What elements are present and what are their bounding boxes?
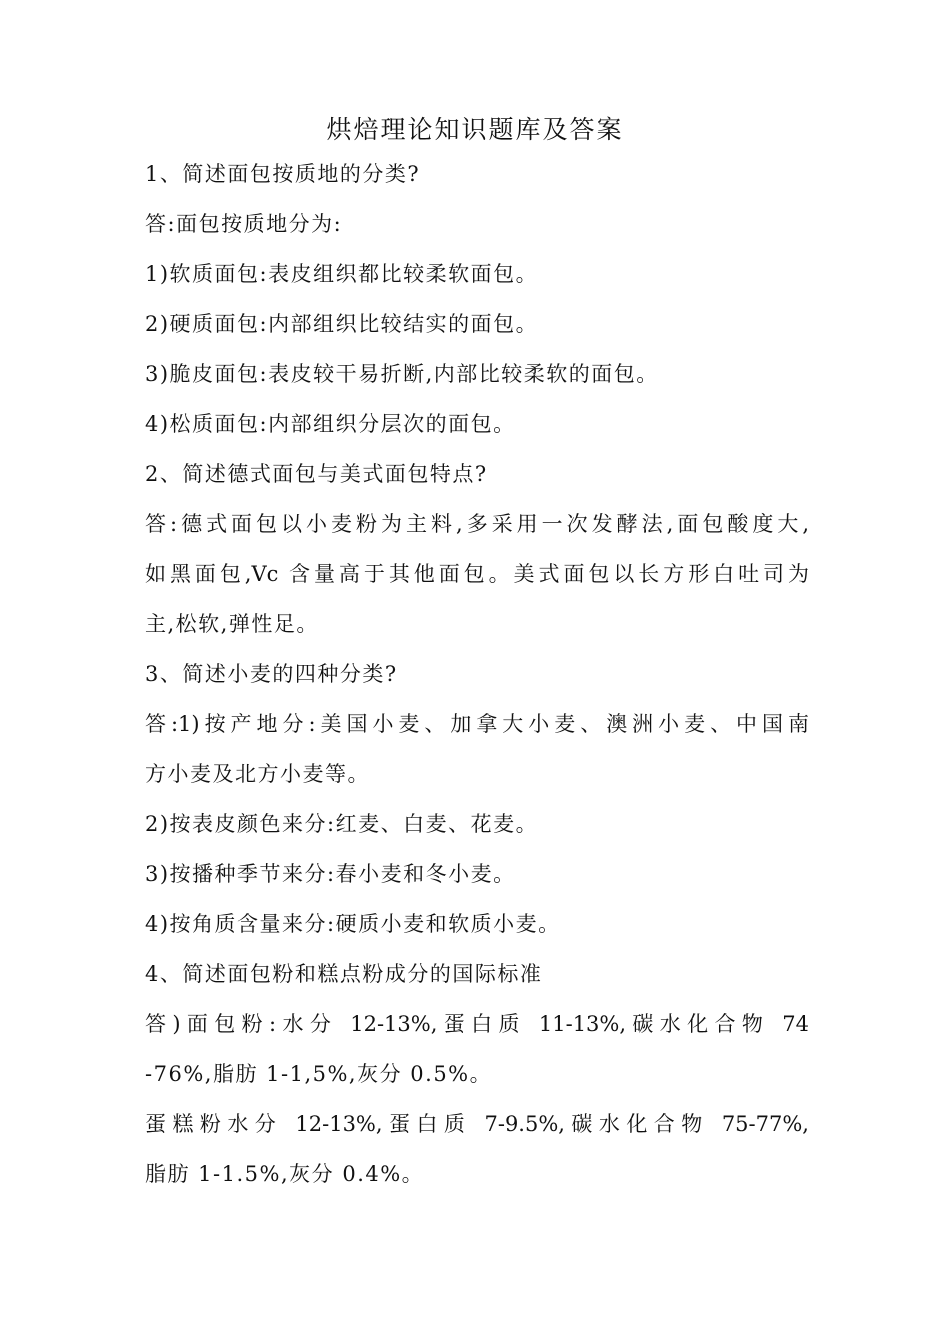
answer-1-item-2: 2)硬质面包:内部组织比较结实的面包。 <box>145 312 539 336</box>
answer-3-item-3: 3)按播种季节来分:春小麦和冬小麦。 <box>145 862 516 886</box>
answer-1-item-3: 3)脆皮面包:表皮较干易折断,内部比较柔软的面包。 <box>145 362 659 386</box>
answer-4-line-2: -76%,脂肪 1-1,5%,灰分 0.5%。 <box>145 1062 493 1086</box>
document-body <box>145 162 809 1212</box>
answer-3-line-1: 答:1)按产地分:美国小麦、加拿大小麦、澳洲小麦、中国南 <box>145 712 809 736</box>
answer-2-line-1: 答:德式面包以小麦粉为主料,多采用一次发酵法,面包酸度大, <box>145 512 809 536</box>
question-2: 2、简述德式面包与美式面包特点? <box>145 462 488 486</box>
answer-2-line-2: 如黑面包,Vc 含量高于其他面包。美式面包以长方形白吐司为 <box>145 562 809 586</box>
answer-4-line-1: 答)面包粉:水分 12-13%,蛋白质 11-13%,碳水化合物 74 <box>145 1012 809 1036</box>
answer-3-item-2: 2)按表皮颜色来分:红麦、白麦、花麦。 <box>145 812 539 836</box>
answer-2-line-3: 主,松软,弹性足。 <box>145 612 319 636</box>
question-1: 1、简述面包按质地的分类? <box>145 162 421 186</box>
question-4: 4、简述面包粉和糕点粉成分的国际标准 <box>145 962 543 986</box>
answer-4-line-3: 蛋糕粉水分 12-13%,蛋白质 7-9.5%,碳水化合物 75-77%, <box>145 1112 809 1136</box>
answer-3-item-4: 4)按角质含量来分:硬质小麦和软质小麦。 <box>145 912 561 936</box>
document-title: 烘焙理论知识题库及答案 <box>326 115 624 144</box>
answer-3-line-2: 方小麦及北方小麦等。 <box>145 762 370 786</box>
answer-4-line-4: 脂肪 1-1.5%,灰分 0.4%。 <box>145 1162 425 1186</box>
answer-1-intro: 答:面包按质地分为: <box>145 212 343 236</box>
answer-1-item-1: 1)软质面包:表皮组织都比较柔软面包。 <box>145 262 539 286</box>
answer-1-item-4: 4)松质面包:内部组织分层次的面包。 <box>145 412 516 436</box>
question-3: 3、简述小麦的四种分类? <box>145 662 398 686</box>
